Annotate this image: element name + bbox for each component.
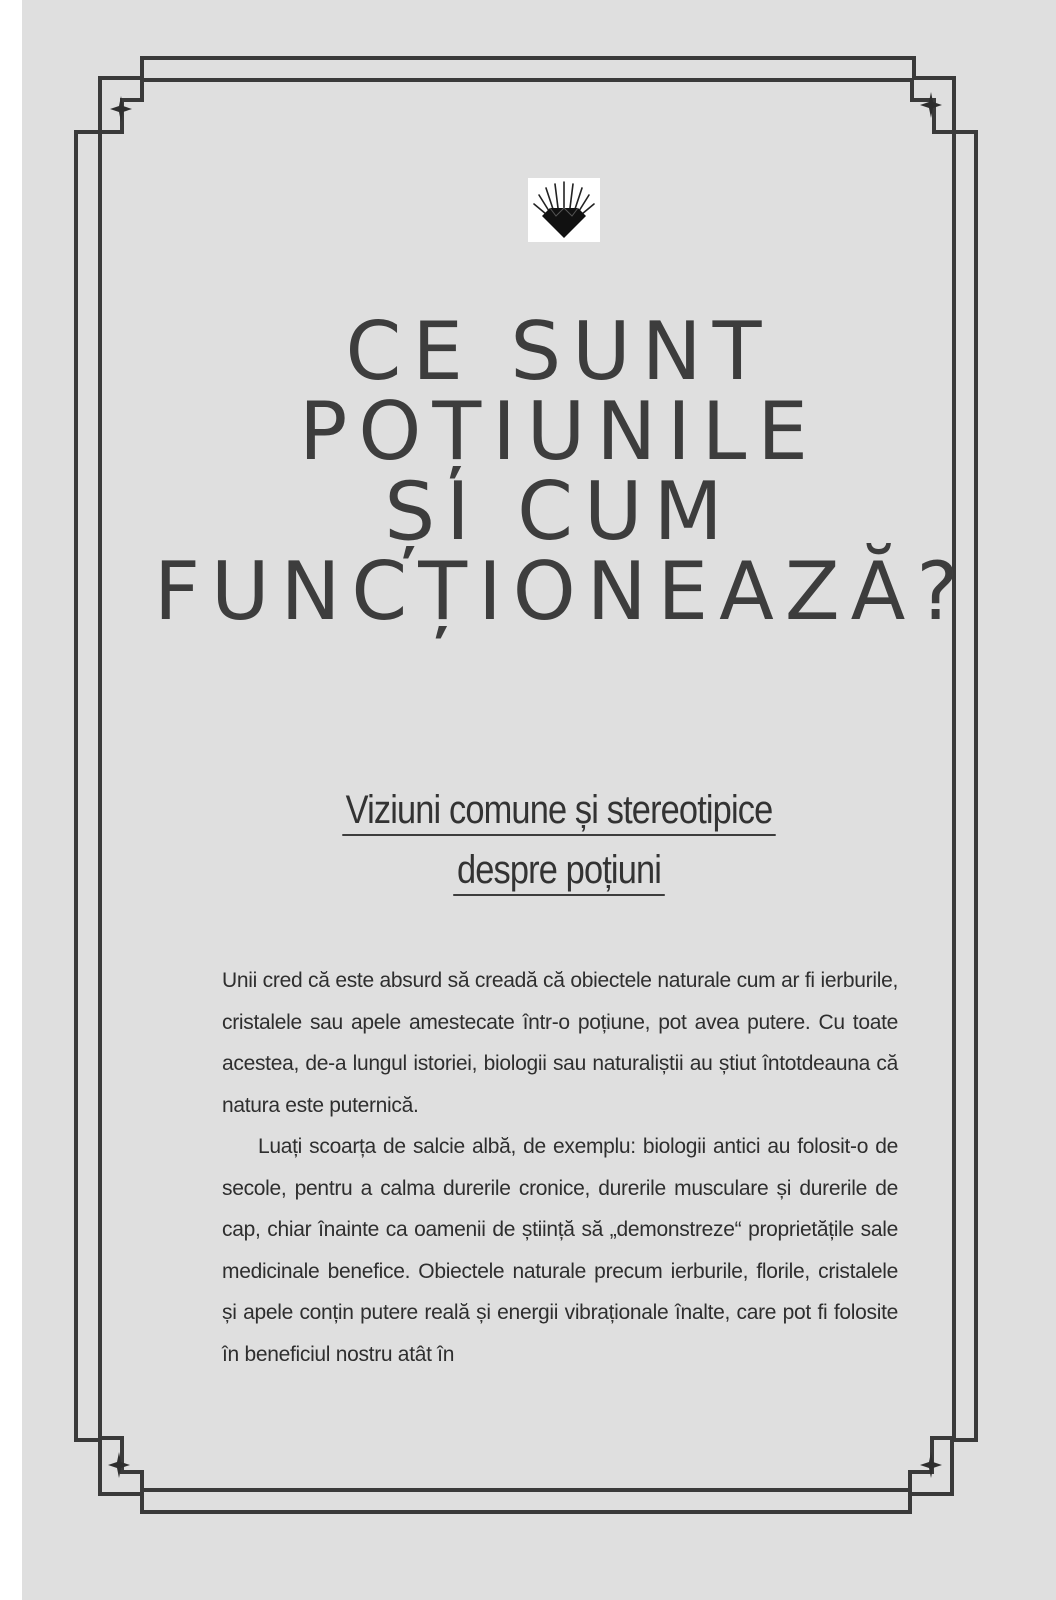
- section-heading-line: despre poțiuni: [454, 846, 665, 896]
- title-line: CE SUNT: [345, 305, 773, 398]
- title-line: ȘI CUM: [384, 465, 734, 558]
- body-text: [222, 960, 898, 1375]
- title-line: POȚIUNILE: [299, 385, 819, 478]
- paragraph: Luați scoarța de salcie albă, de exemplu: biologii antici au folosit-o de secole, pentru a calma durerile cronice, durerile musculare și durerile de cap, chiar înainte ca oamenii de știință să „demonstreze“ proprietățile sale medicinale benefice. Obiectele naturale precum ierburile, florile, cristalele și apele conțin putere reală și energii vibraționale înalte, care pot fi folosite în beneficiul nostru atât în: [222, 1135, 898, 1366]
- sparkle-star-icon: [108, 1452, 130, 1478]
- section-heading: [269, 782, 849, 902]
- crystal-heart-icon: [528, 178, 600, 242]
- paragraph: Unii cred că este absurd să creadă că obiectele naturale cum ar fi ierburile, cristalele sau apele amestecate într-o poțiune, pot avea putere. Cu toate acestea, de-a lungul istoriei, biologii sau naturaliștii au știut întotdeauna că natura este puternică.: [222, 969, 898, 1117]
- book-page: [22, 0, 1056, 1600]
- title-line: FUNCȚIONEAZĂ?: [154, 545, 970, 638]
- sparkle-star-icon: [920, 92, 942, 118]
- sparkle-star-icon: [110, 96, 132, 122]
- chapter-title: [154, 305, 970, 638]
- sparkle-star-icon: [920, 1452, 942, 1478]
- section-heading-line: Viziuni comune și stereotipice: [342, 786, 776, 836]
